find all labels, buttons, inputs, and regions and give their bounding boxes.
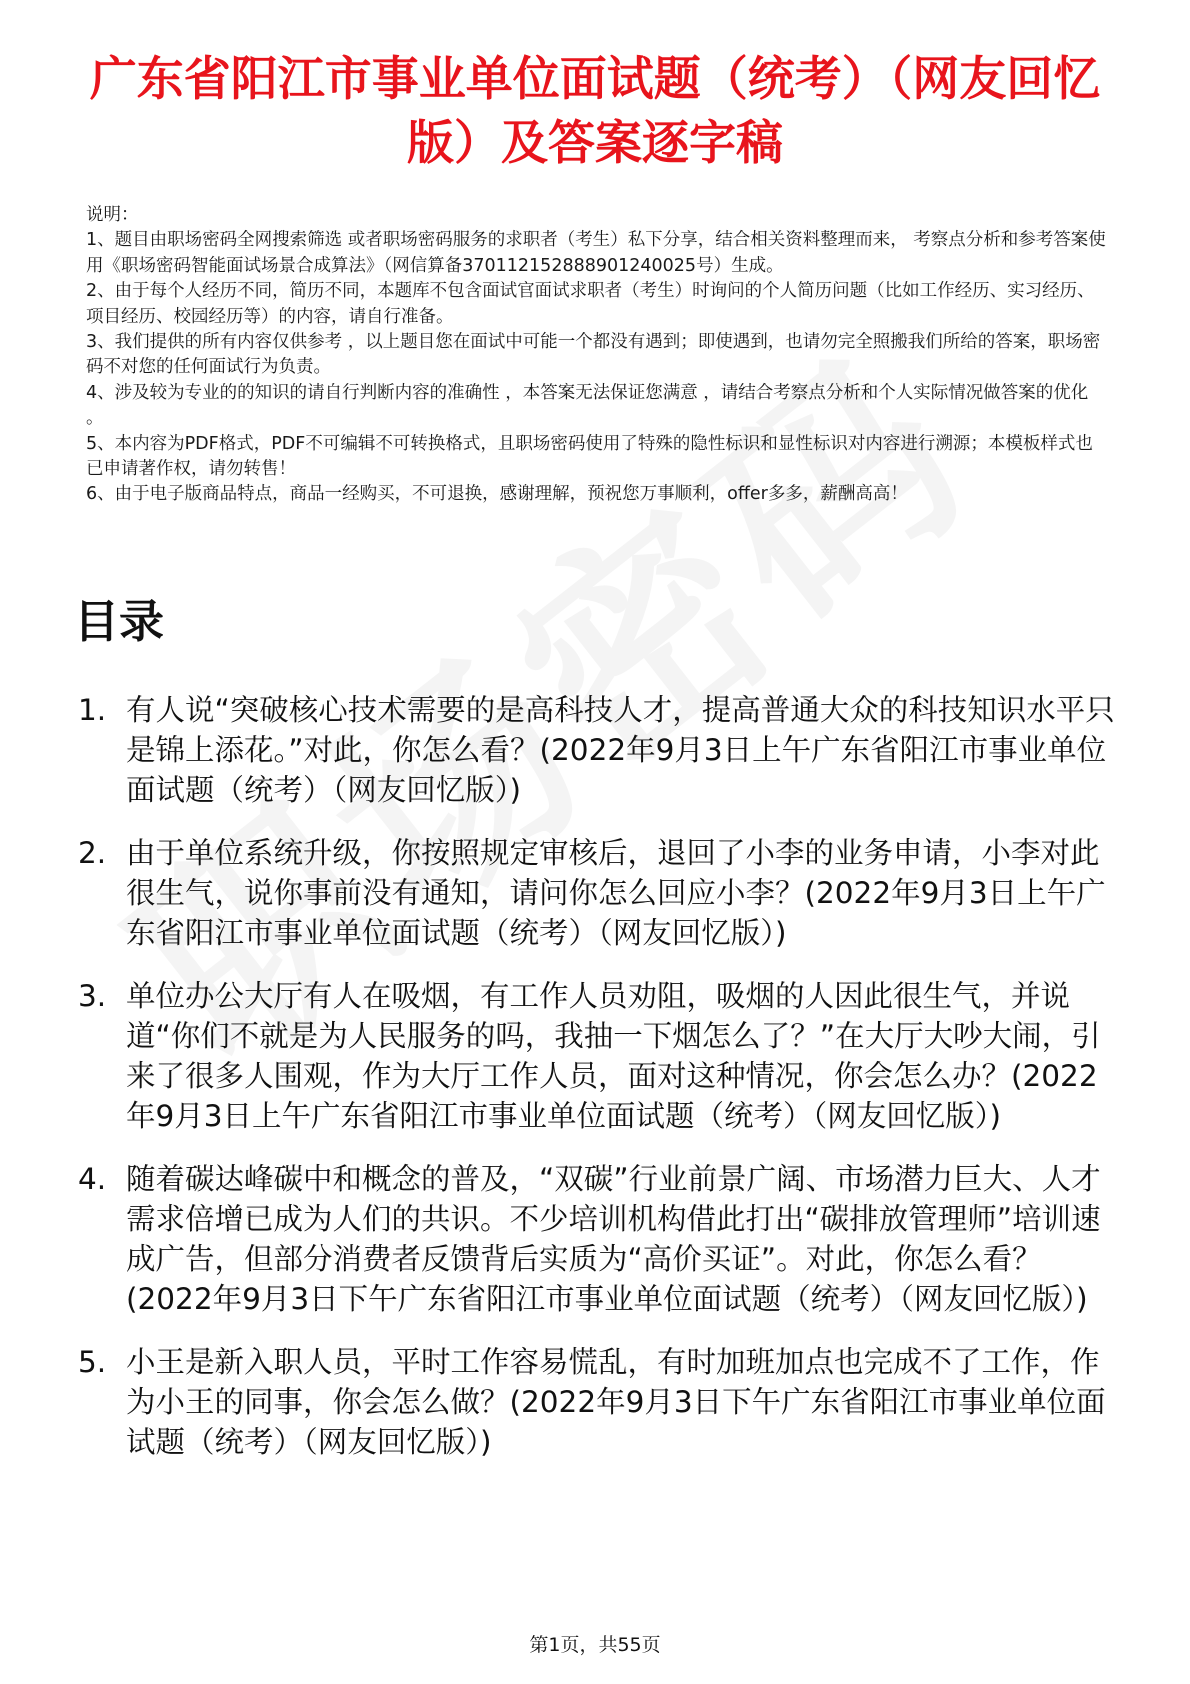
toc-item-text: 小王是新入职人员，平时工作容易慌乱，有时加班加点也完成不了工作，作为小王的同事，你会怎么做？(2022年9月3日下午广东省阳江市事业单位面试题（统考）（网友回忆版）) <box>126 1345 1106 1459</box>
toc-item-number: 2. <box>78 836 107 870</box>
toc-item[interactable] <box>78 1159 1118 1319</box>
toc-item-text: 随着碳达峰碳中和概念的普及，“双碳”行业前景广阔、市场潜力巨大、人才需求倍增已成为人们的共识。不少培训机构借此打出“碳排放管理师”培训速成广告，但部分消费者反馈背后实质为“高价买证”。对此，你怎么看？(2022年9月3日下午广东省阳江市事业单位面试题（统考）（网友回忆版）) <box>126 1162 1101 1316</box>
toc-item-text: 单位办公大厅有人在吸烟，有工作人员劝阻，吸烟的人因此很生气，并说道“你们不就是为人民服务的吗，我抽一下烟怎么了？”在大厅大吵大闹，引来了很多人围观，作为大厅工作人员，面对这种情况，你会怎么办？(2022年9月3日上午广东省阳江市事业单位面试题（统考）（网友回忆版）) <box>126 979 1101 1133</box>
toc-item[interactable] <box>78 976 1118 1136</box>
page-footer: 第1页，共55页 <box>529 1634 661 1656</box>
toc-item[interactable] <box>78 833 1118 953</box>
toc-item-number: 5. <box>78 1345 107 1379</box>
notes-heading: 说明： <box>86 205 139 225</box>
note-item-2: 2、由于每个人经历不同，简历不同，本题库不包含面试官面试求职者（考生）时询问的个人简历问题（比如工作经历、实习经历、项目经历、校园经历等）的内容，请自行准备。 <box>86 281 1095 327</box>
toc-item-number: 1. <box>78 693 107 727</box>
note-item-3: 3、我们提供的所有内容仅供参考 ，以上题目您在面试中可能一个都没有遇到；即使遇到，也请勿完全照搬我们所给的答案，职场密码不对您的任何面试行为负责。 <box>86 332 1101 378</box>
note-item-5: 5、本内容为PDF格式，PDF不可编辑不可转换格式，且职场密码使用了特殊的隐性标识和显性标识对内容进行溯源；本模板样式也已申请著作权，请勿转售！ <box>86 433 1093 480</box>
toc-item-number: 4. <box>78 1162 107 1196</box>
toc-item-text: 有人说“突破核心技术需要的是高科技人才，提高普通大众的科技知识水平只是锦上添花。”对此，你怎么看？(2022年9月3日上午广东省阳江市事业单位面试题（统考）（网友回忆版）) <box>126 693 1115 807</box>
note-item-1: 1、题目由职场密码全网搜索筛选 或者职场密码服务的求职者（考生）私下分享，结合相关资料整理而来， 考察点分析和参考答案使用《职场密码智能面试场景合成算法》（网信算备370112152888901240025号）生成。 <box>86 230 1106 276</box>
note-item-6: 6、由于电子版商品特点，商品一经购买，不可退换，感谢理解，预祝您万事顺利，offer多多，薪酬高高！ <box>86 484 908 505</box>
document-title: 广东省阳江市事业单位面试题（统考）（网友回忆版）及答案逐字稿 <box>89 52 1101 171</box>
toc-item[interactable] <box>78 690 1118 810</box>
toc-item-number: 3. <box>78 979 107 1013</box>
notes-section <box>86 203 1106 508</box>
table-of-contents <box>78 690 1118 1485</box>
toc-item-text: 由于单位系统升级，你按照规定审核后，退回了小李的业务申请，小李对此很生气，说你事前没有通知，请问你怎么回应小李？(2022年9月3日上午广东省阳江市事业单位面试题（统考）（网友回忆版）) <box>126 836 1106 950</box>
note-item-4: 4、涉及较为专业的的知识的请自行判断内容的准确性 ，本答案无法保证您满意 ，请结合考察点分析和个人实际情况做答案的优化 。 <box>86 382 1089 429</box>
toc-heading: 目录 <box>74 595 165 648</box>
toc-item[interactable] <box>78 1342 1118 1462</box>
